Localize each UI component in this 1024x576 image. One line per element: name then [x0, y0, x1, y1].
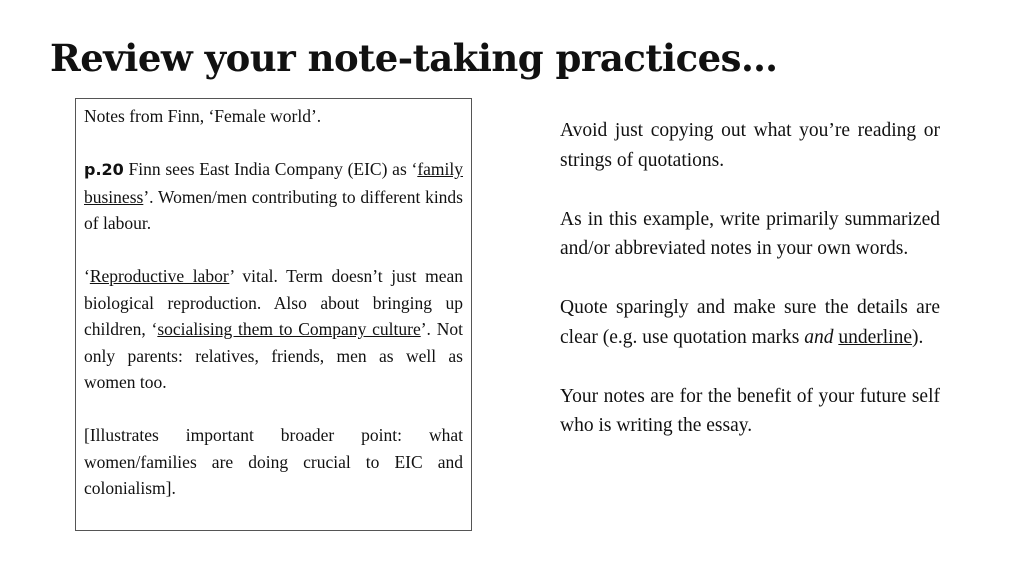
advice-column	[560, 116, 940, 470]
underlined-quote: Reproductive labor	[89, 266, 230, 286]
notes-paragraph-3: [Illustrates important broader point: what women/families are doing crucial to EIC and colonialism].	[84, 425, 463, 498]
slide-title: Review your note-taking practices…	[50, 36, 778, 80]
notes-text: ‘	[84, 266, 90, 286]
notes-text: ’ vital. Term doesn’t just mean biological reproduction. Also about bringing up children, ‘	[84, 266, 464, 339]
advice-paragraph-2: As in this example, write primarily summarized and/or abbreviated notes in your own words.	[560, 208, 940, 259]
notes-text: ’. Not only parents: relatives, friends, men as well as women too.	[84, 319, 463, 392]
advice-paragraph-4: Your notes are for the benefit of your future self who is writing the essay.	[560, 385, 940, 436]
underline-word: underline	[838, 326, 912, 348]
notes-text: ’. Women/men contributing to different kinds of labour.	[84, 186, 463, 233]
underlined-quote: socialising them to Company culture	[157, 319, 421, 339]
notes-paragraph-2	[84, 263, 463, 396]
advice-text: Quote sparingly and make sure the details are clear (e.g. use quotation marks	[560, 297, 940, 348]
notes-paragraph-1	[84, 156, 463, 237]
notes-heading: Notes from Finn, ‘Female world’.	[84, 106, 322, 126]
notes-text: Finn sees East India Company (EIC) as ‘	[123, 159, 418, 179]
advice-text: ).	[911, 326, 924, 348]
page-reference: p.20	[84, 160, 124, 179]
underlined-quote: family business	[84, 159, 463, 207]
emphasis-and: and	[804, 326, 834, 348]
advice-paragraph-3	[560, 293, 940, 352]
example-notes-box	[75, 98, 472, 531]
advice-paragraph-1: Avoid just copying out what you’re reading or strings of quotations.	[560, 120, 940, 171]
